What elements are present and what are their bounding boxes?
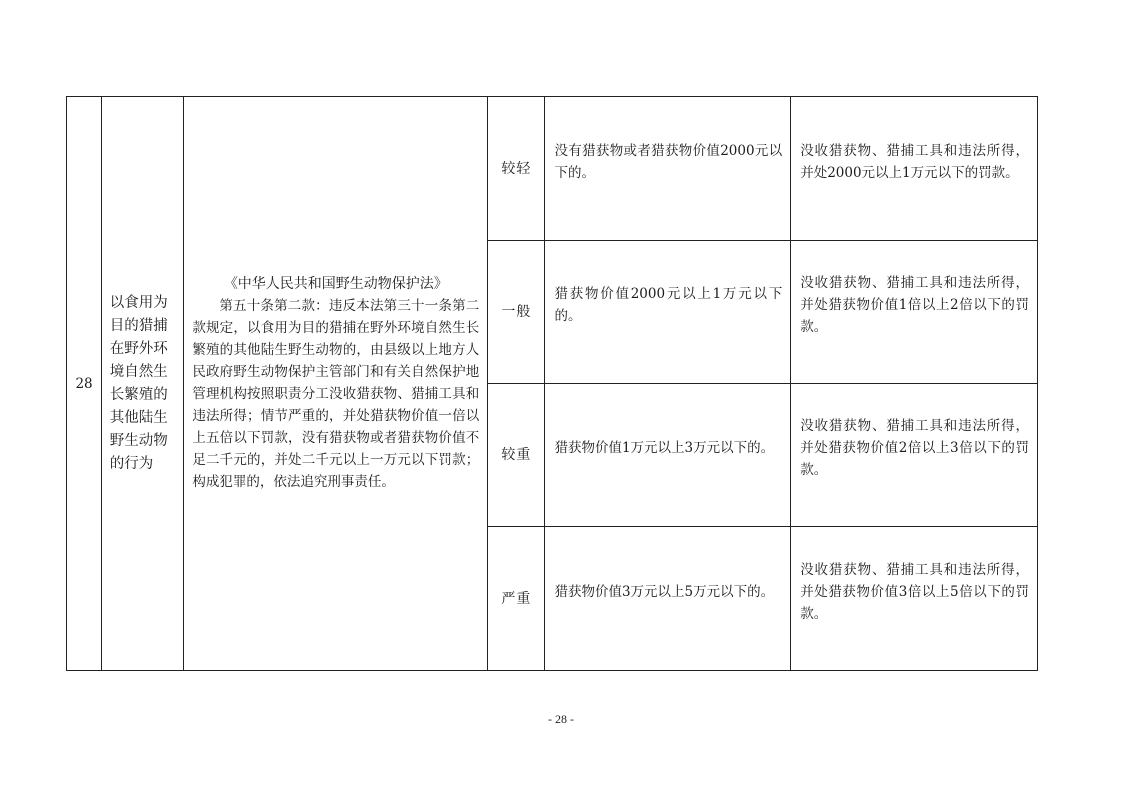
severity-level-cell [488, 97, 545, 241]
condition-text: 猎获物价值2000元以上1万元以下的。 [554, 286, 783, 324]
severity-level: 一般 [501, 304, 532, 320]
violation-act-cell [102, 97, 184, 671]
condition-text: 猎获物价值1万元以上3万元以下的。 [554, 440, 775, 456]
condition-text: 没有猎获物或者猎获物价值2000元以下的。 [554, 142, 783, 181]
severity-level-cell [488, 241, 545, 384]
condition-cell [545, 384, 791, 527]
violation-act: 以食用为目的猎捕在野外环境自然生长繁殖的其他陆生野生动物的行为 [109, 294, 168, 472]
penalty-discretion-table [66, 96, 1038, 671]
penalty-cell [791, 97, 1038, 241]
row-number: 28 [75, 375, 93, 392]
penalty-text: 没收猎获物、猎捕工具和违法所得，并处猎获物价值3倍以上5倍以下的罚款。 [800, 561, 1029, 622]
penalty-cell [791, 241, 1038, 384]
severity-level: 较轻 [501, 160, 532, 177]
severity-level: 较重 [501, 447, 532, 463]
penalty-text: 没收猎获物、猎捕工具和违法所得，并处猎获物价值2倍以上3倍以下的罚款。 [800, 418, 1029, 478]
page-number: - 28 - [548, 712, 574, 726]
severity-level-cell [488, 384, 545, 527]
penalty-cell [791, 527, 1038, 671]
severity-level-cell [488, 527, 545, 671]
condition-cell [545, 527, 791, 671]
severity-level: 严重 [501, 590, 532, 607]
penalty-text: 没收猎获物、猎捕工具和违法所得，并处猎获物价值1倍以上2倍以下的罚款。 [800, 275, 1029, 335]
penalty-text: 没收猎获物、猎捕工具和违法所得，并处2000元以上1万元以下的罚款。 [800, 142, 1029, 181]
penalty-cell [791, 384, 1038, 527]
legal-basis-text: 第五十条第二款：违反本法第三十一条第二款规定，以食用为目的猎捕在野外环境自然生长繁殖的其他陆生野生动物的，由县级以上地方人民政府野生动物保护主管部门和有关自然保护地管理机构按照职责分工没收猎获物、猎捕工具和违法所得；情节严重的，并处猎获物价值一倍以上五倍以下罚款，没有猎获物或者猎获物价值不足二千元的，并处二千元以上一万元以下罚款；构成犯罪的，依法追究刑事责任。 [192, 297, 480, 490]
condition-text: 猎获物价值3万元以上5万元以下的。 [554, 583, 775, 600]
condition-cell [545, 97, 791, 241]
row-number-cell [67, 97, 102, 671]
condition-cell [545, 241, 791, 384]
legal-basis-cell [184, 97, 488, 671]
table-row [67, 97, 1038, 241]
legal-basis-title: 《中华人民共和国野生动物保护法》 [223, 275, 448, 292]
